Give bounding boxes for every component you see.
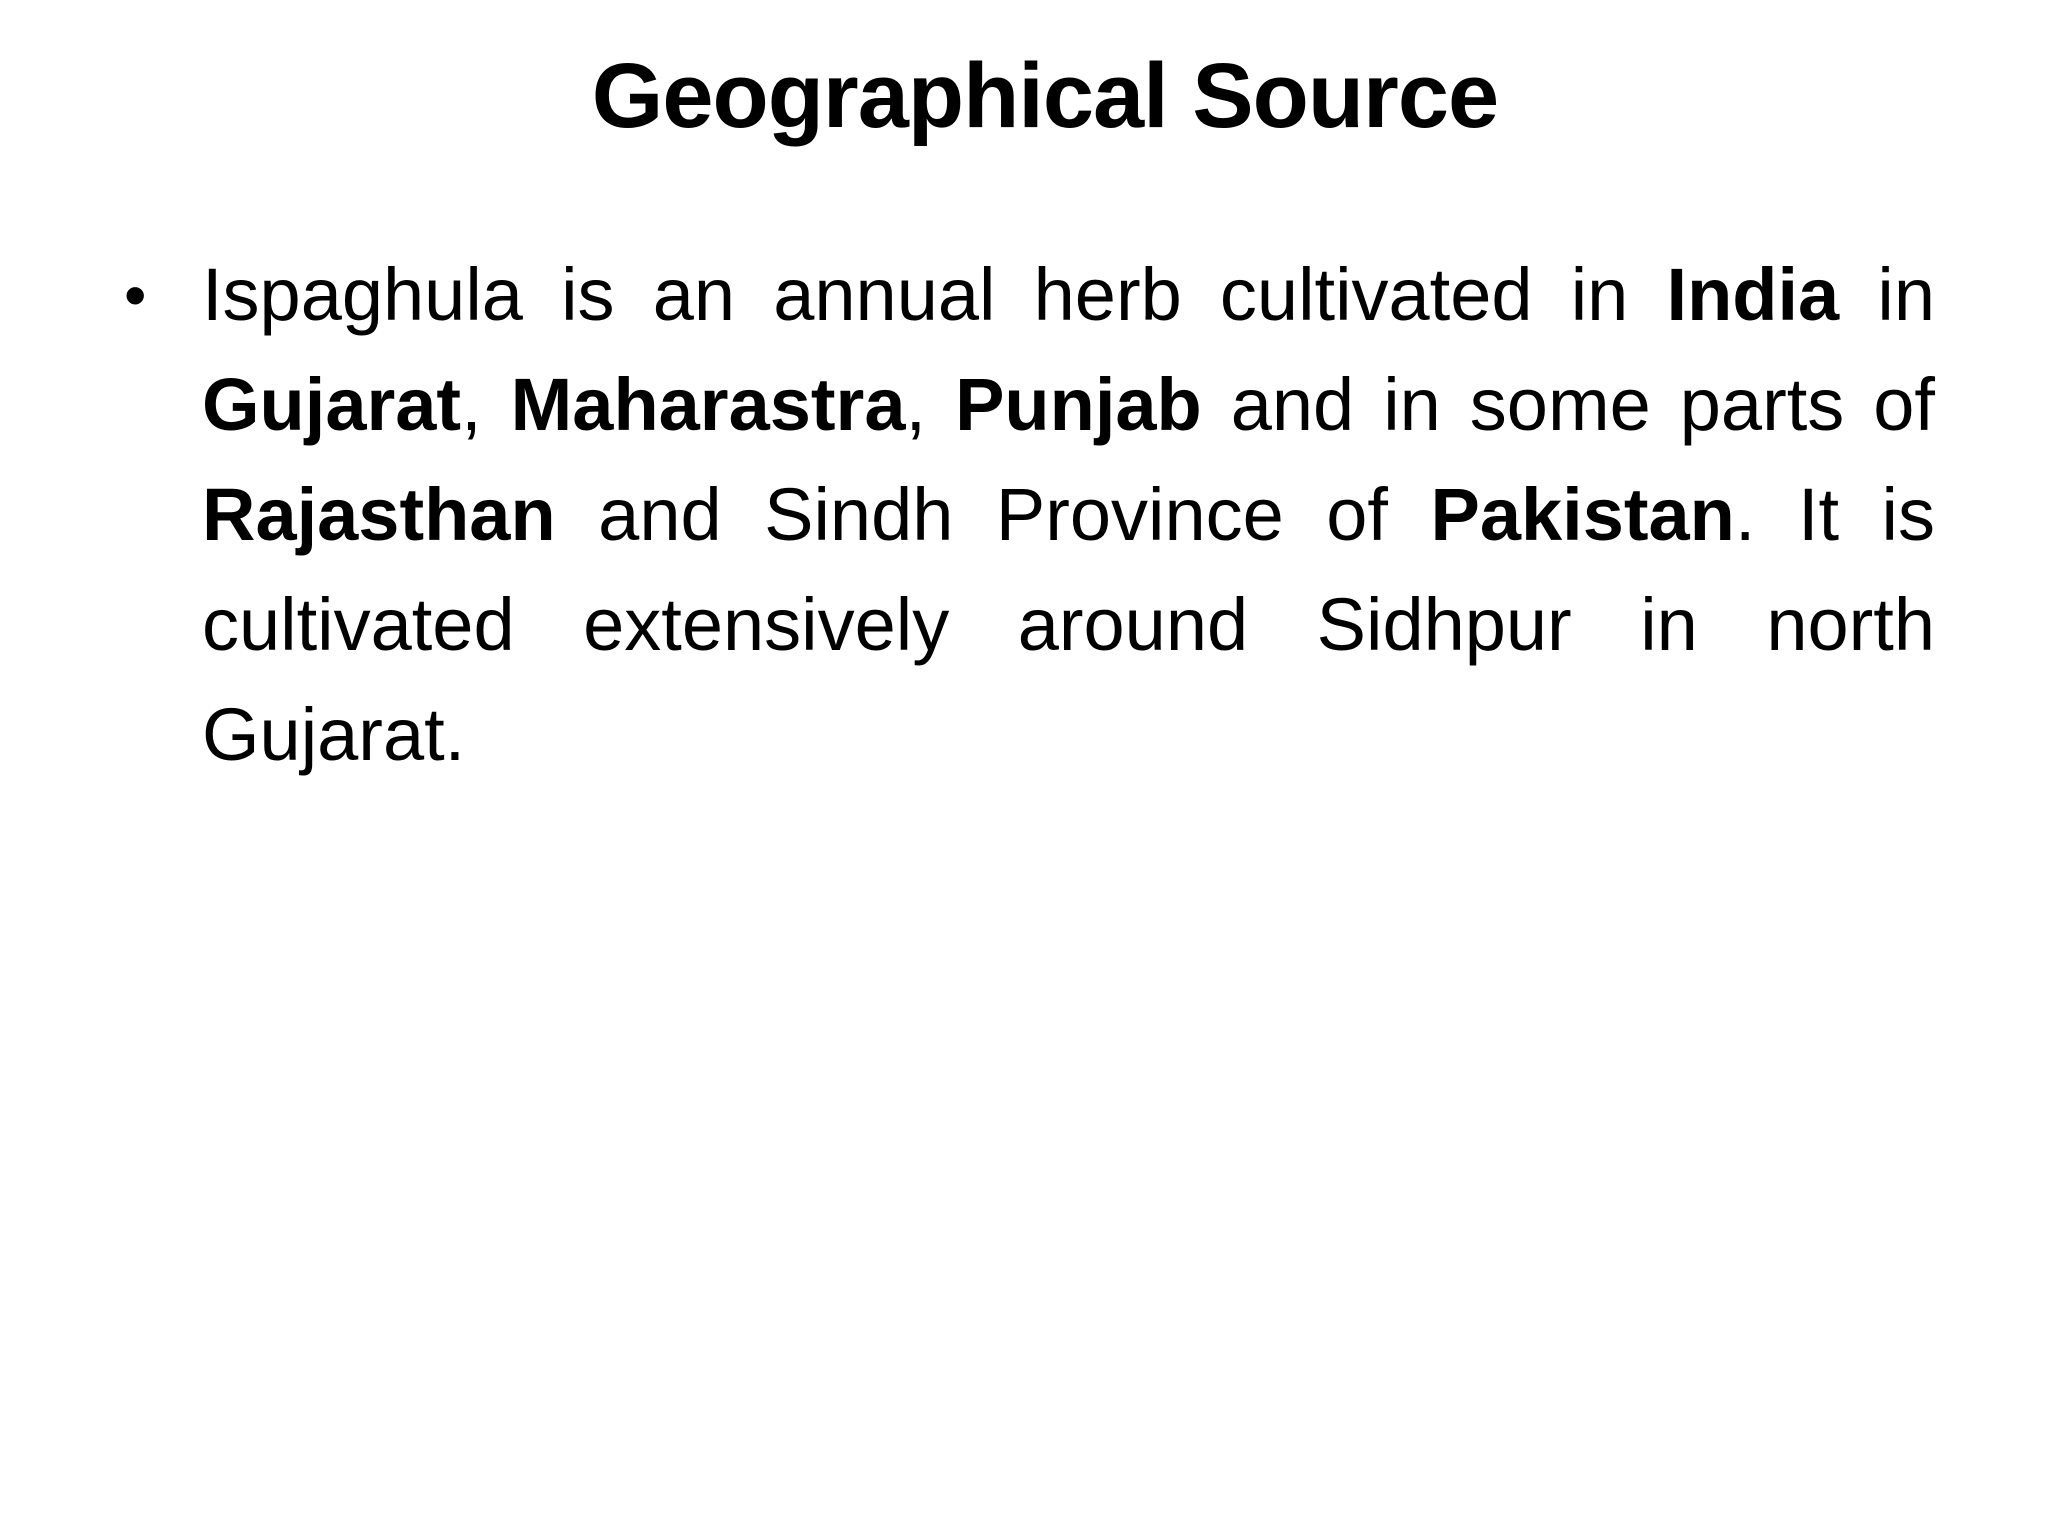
place-india: India [1666, 253, 1840, 336]
text-segment: in [1839, 253, 1935, 336]
text-segment: . It is cultivated extensively around Sidhpur in north Gujarat. [202, 473, 1935, 776]
place-gujarat: Gujarat [202, 363, 462, 446]
text-segment: and Sindh Province of [555, 473, 1431, 556]
bullet-text [202, 240, 1935, 790]
bullet-item [110, 240, 1935, 790]
text-segment: , [461, 363, 511, 446]
slide-body [110, 240, 1935, 790]
place-punjab: Punjab [955, 363, 1202, 446]
text-segment: and in some parts of [1201, 363, 1935, 446]
text-segment: , [905, 363, 956, 446]
bullet-icon: • [124, 259, 147, 331]
slide-title: Geographical Source [591, 45, 1499, 147]
place-maharastra: Maharastra [510, 363, 906, 446]
place-rajasthan: Rajasthan [202, 473, 556, 556]
place-pakistan: Pakistan [1430, 473, 1735, 556]
text-segment: Ispaghula is an annual herb cultivated in [202, 253, 1667, 336]
